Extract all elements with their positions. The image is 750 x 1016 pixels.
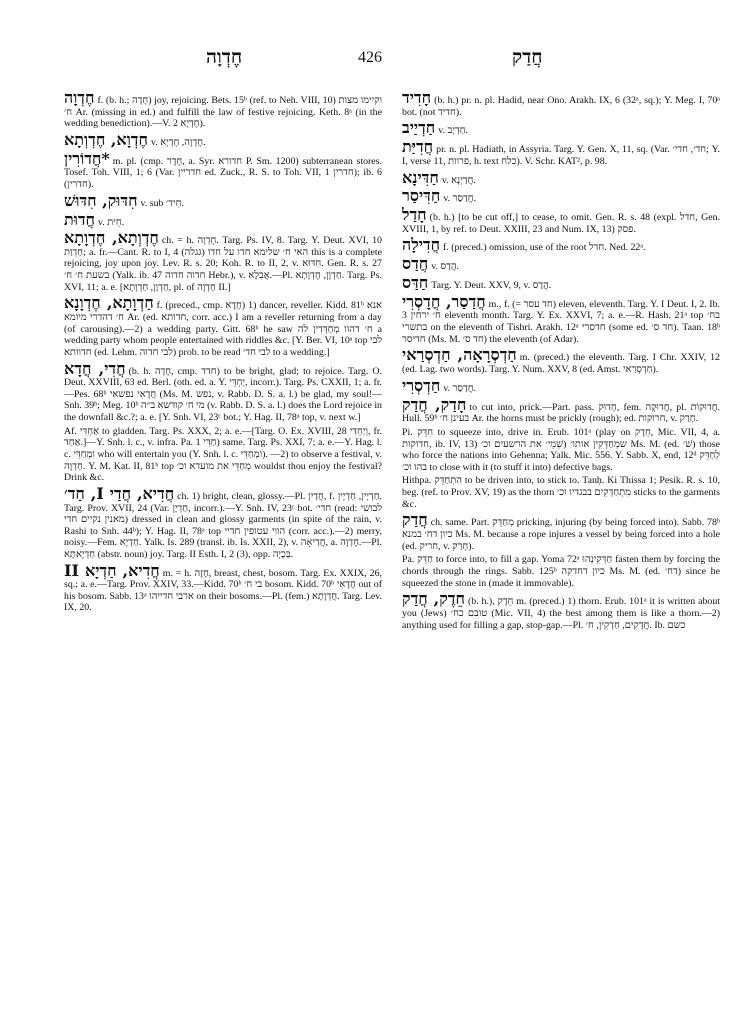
entry-text: m., f. (= חד עסר) eleven, eleventh. Targ. Y. I Deut. I, 2. Ib. 3 ח׳ ירחין eleventh month. Targ. Y. Ex. XXVI, 7; a. e.—R. Hash. 21ᵃ top בח׳ בתשרי on the eleventh of Tishri. Arakh. 12ᵃ חדסרי (some ed. חד ס׳). Taan. 18ᵇ חדיסר (Ms. M. חד ס׳) the eleventh (of Adar). bbox=[402, 298, 720, 345]
running-head-right: חֲדַק bbox=[512, 46, 543, 68]
entry-text: f. (preced.) omission, use of the root חדל. Ned. 22ᵃ. bbox=[443, 242, 646, 254]
entry-text: Hithpa. הִתְחַדֵּק to be driven into, to stick to. Tanḥ. Ki Thissa 1; Pesik. R. s. 10, beg. (ref. to Prov. XV, 19) as the thorn מִתְחַדְּקִים בבגדיו וכ׳ sticks to the garments &c. bbox=[402, 475, 720, 510]
entry-text: ch. = h. חֶדְוָה. Targ. Ps. IV, 8. Targ. Y. Deut. XVI, 10 חַדְוַת; a. fr.—Cant. R. to I, 4 האי ח׳ שלימא חדו על חדו (גגלה) this is a complete rejoicing, joy upon joy. Lev. R. s. 20; Koh. R. to II, 2, v. חִדּוּא. Gen. R. s. 27 בשעת ח׳ ח׳ (Yalk. ib. 47 חדוה חדוה Hebr.), v. אֲבִלָא.—Pl. חַדְוָן, חֶדְוָתָא. Targ. Ps. XVI, 11; a. e. [חַדְוָן, חַדְוָתָא, pl. of חַדְוָה II.] bbox=[64, 235, 382, 293]
dictionary-entry bbox=[402, 256, 720, 273]
entry-text: Pa. חַדֵּק to force into, to fill a gap. Yoma 72ᵃ חַדְּקִינְהוּ fasten them by forcing the chords through the rings. Sabb. 125ᵇ כיון דחדקה Ms. M. (ed. דח׳) since he squeezed the stone in (made it immovable). bbox=[402, 554, 720, 589]
entry-text: (b. h.) pr. n. pl. Hadid, near Ono. Arakh. IX, 6 (32ᵃ, sq.); Y. Meg. I, 70ᵃ bot. (not חדיד). bbox=[402, 95, 720, 118]
entry-headword: *חֲדוֹרִין bbox=[64, 148, 110, 168]
entry-text: (b. h.) [to be cut off,] to cease, to omit. Gen. R. s. 48 (expl. חדל, Gen. XVIII, 1, by ref. to Deut. XXIII, 23 and Num. IX, 13) פסק. bbox=[402, 212, 720, 235]
entry-headword: חַדְיַיב bbox=[402, 118, 436, 138]
entry-text: Pi. חִדֵּק to squeeze into, drive in. Erub. 101ᵃ (play on חֵדֶק, Mic. VII, 4, a. חדוקות, ib. IV, 13) שמְחַדְּקִין אותו׳ (שְׁמֵי׳ את הרשעים וכ׳ Ms. M. (ed. שׁ׳) those who force the nations into Gehenna; Yalk. Mic. 556. Y. Sabb. X, end, 12ᵈ לְחַדֵּק בהו וכ׳ to close with it (to stuff it into) defective bags. bbox=[402, 426, 720, 473]
entry-text: v. הֲדַס. bbox=[431, 261, 460, 273]
entry-text: f. (preced., cmp. חָדָא) 1) dancer, reveller. Kidd. 81ᵇ אנא ח׳ דהדרי מיומא Ar. (ed. חדותא, corr. acc.) I am a reveller returning from a day (of carousing).—2) a wedding party. Gitt. 68ᵇ he saw ח׳ דהוו מְחַדְּדִין לה a wedding party whom people entertained with riddles &c. [Y. Ber. VI, 10ᵃ top לבי חדוותא (ed. Lehm. לבי חדוה) prob. to be read לבי חד׳ to a wedding.] bbox=[64, 300, 382, 358]
entry-headword: חֲדִי, חֲדָא bbox=[64, 358, 126, 378]
dictionary-entry bbox=[402, 512, 720, 552]
entry-headword: חֶדְוָה bbox=[64, 90, 95, 107]
left-column bbox=[64, 90, 382, 1005]
dictionary-entry bbox=[402, 207, 720, 235]
entry-headword: חֲדִילָה bbox=[402, 235, 441, 255]
dictionary-entry bbox=[402, 90, 720, 118]
entry-text: v. חֵית. bbox=[98, 216, 125, 228]
dictionary-entry bbox=[64, 358, 382, 424]
page-header bbox=[0, 46, 750, 76]
entry-headword: חֵדֶק, חֲדַק bbox=[402, 589, 465, 609]
dictionary-entry bbox=[402, 120, 720, 137]
running-head-left: חֶדְוָה bbox=[206, 46, 243, 68]
dictionary-entry bbox=[64, 129, 382, 149]
dictionary-entry bbox=[64, 295, 382, 358]
entry-text: pr. n. pl. Hadiath, in Assyria. Targ. Y. Gen. X, 11, sq. (Var. חד׳, חדי׳; Y. I, verse 11, פרוות, h. text כלח). V. Schr. KAT², p. 98. bbox=[402, 144, 720, 167]
entry-text: v. חֶדְוָה, חֶדְיָא. bbox=[150, 136, 206, 148]
dictionary-entry bbox=[64, 90, 382, 130]
entry-text: m. = h. חָזֶה, breast, chest, bosom. Targ. Ex. XXIX, 26, sq.; a. e.—Targ. Prov. XXIV, 33.—Kidd. 70ᵇ בי ח׳ bosom. Kidd. 70ᵇ חֲדָאִי out of his bosom. Sabb. 13ᵃ ארבי חדייהו on their bosoms.—Pl. (fem.) חֲדְוָתָא. Targ. Lev. IX, 20. bbox=[64, 567, 382, 614]
dictionary-entry bbox=[402, 237, 720, 254]
dictionary-entry bbox=[402, 291, 720, 345]
entry-text: (b. h. חָדָה, cmp. חדד) to be bright, glad; to rejoice. Targ. O. Deut. XXVIII, 63 ed. Berl. (oth. ed. a. Y. יַחְדֵּי, incorr.). Targ. Ps. CXXII, 1; a. fr.—Pes. 68ᵇ חֲדָאִי נפשאי (Ms. M. נפש, v. Rabb. D. S. a. l.) be glad, my soul!—Snh. 39ᵇ; Meg. 10ᵇ מי ח׳ קודשא ב״ה (v. Rabb. D. S. a. l.) does the Lord rejoice in the downfall &c.?; a. e. [Y. Snh. VI, 23ᶜ bot.; Y. Hag. II, 78ᵃ top, v. next w.] bbox=[64, 365, 382, 423]
dictionary-entry bbox=[402, 275, 720, 292]
entry-headword: חָדִיד bbox=[402, 90, 432, 107]
entry-headword: חֲדַס bbox=[402, 254, 429, 274]
entry-headword: חֲדַק bbox=[402, 510, 428, 530]
dictionary-entry bbox=[402, 167, 720, 187]
dictionary-entry bbox=[64, 148, 382, 191]
entry-headword: חַדַּס bbox=[402, 273, 429, 293]
dictionary-entry bbox=[64, 483, 382, 561]
entry-headword: חַדְסְרָאָה, חַדְסְרַאי bbox=[402, 345, 517, 365]
entry-headword: חַדְסְרִי bbox=[402, 375, 441, 395]
dictionary-entry bbox=[402, 427, 720, 473]
entry-headword: חֲדַסַר, חֲדָסְרִי bbox=[402, 291, 486, 311]
entry-headword: חֶדְוְתָא, חֶדְוָתָא bbox=[64, 228, 159, 248]
dictionary-entry bbox=[402, 591, 720, 631]
entry-text: Af. אַחְדִּי to gladden. Targ. Ps. XXX, 2; a. e.—[Targ. O. Ex. XVIII, 28 וְיַחְדִּי, fr. אַחַד.]—Y. Snh. l. c., v. infra. Pa. חַדִּי 1) same. Targ. Ps. XXI, 7; a. e.—Y. Hag. l. c. ומְחַדֵּי who will entertain you (Y. Snh. l. c. ומְחַדֵּי). —2) to observe a festival, v. חַדְוָה. Y. M. Kat. II, 81ᵇ top מְחַדֵּי את מועדא וכ׳ wouldst thou enjoy the festival? Drink &c. bbox=[64, 425, 382, 484]
entry-headword: חֲדִיַּת bbox=[402, 137, 434, 157]
entry-text: v. חֲדַסַר. bbox=[443, 382, 477, 394]
entry-headword: חָדַק, חֲדַק bbox=[402, 394, 467, 414]
dictionary-entry bbox=[64, 230, 382, 293]
dictionary-entry bbox=[402, 475, 720, 510]
entry-text: v. חֲדַיְנָא. bbox=[441, 174, 476, 186]
entry-text: m. (preced.) the eleventh. Targ. I Chr. XXIV, 12 (ed. Lag. two words). Targ. Y. Num. XXV, 8 (ed. Amst. חַדְסְרַאי). bbox=[402, 352, 720, 375]
dictionary-entry bbox=[64, 426, 382, 484]
dictionary-entry bbox=[402, 394, 720, 425]
entry-text: v. חַדְיָב. bbox=[438, 125, 468, 137]
dictionary-entry bbox=[64, 209, 382, 229]
entry-headword: חֲדִיא, חַדְיָא II bbox=[64, 560, 160, 580]
entry-headword: חֲדִיא, חֲדַי I, חַד׳ bbox=[64, 483, 175, 503]
dictionary-entry bbox=[64, 190, 382, 210]
dictionary-entry bbox=[402, 347, 720, 375]
entry-text: v. חֲדַסַר. bbox=[443, 193, 477, 205]
entry-headword: חַדְוָתָא, חֶדְוָנָא bbox=[64, 293, 154, 313]
entry-text: (b. h.), חֵדֶק m. (preced.) 1) thorn. Erub. 101ᵃ it is written about you (Jews) טובם כח׳ (Mic. VII, 4) the best among them is like a thorn.—2) anything used for filling a gap, stop-gap.—Pl. חֲדָקִים, חַדְקִין, ח׳. Ib. כשם bbox=[402, 596, 720, 631]
entry-text: f. (b. h.; חָדָה) joy, rejoicing. Bets. 15ᵇ (ref. to Neh. VIII, 10) וקיימו מצות ח׳ Ar. (missing in ed.) and fulfill the law of festive rejoicing. Keth. 8ᵃ (in the wedding benediction).—V. חֶדְיָא 2). bbox=[64, 95, 382, 130]
dictionary-entry bbox=[64, 560, 382, 614]
entry-headword: חַדִּיסַר bbox=[402, 186, 441, 206]
entry-text: ch. same. Part. מְחַדֵּק pricking, injuring (by being forced into). Sabb. 78ᵇ כיון דח׳ במנא Ms. M. because a rope injures a vessel by being forced into a hole (ed. חריק, v. חָרַק). bbox=[402, 517, 720, 552]
entry-text: Targ. Y. Deut. XXV, 9, v. הֲדַס. bbox=[431, 280, 552, 292]
right-column bbox=[402, 90, 720, 1005]
entry-headword: חַדִּינָא bbox=[402, 167, 439, 187]
dictionary-entry bbox=[402, 139, 720, 167]
dictionary-entry bbox=[402, 375, 720, 395]
entry-text: to cut into, prick.—Part. pass. חָדוּק, fem. חֲדוּקָה, pl. חֲדוּקוֹת. Hull. 59ᵇ בעינן ח׳ Ar. the horns must be prickly (rough); ed. חרוקות, v. חָרַק. bbox=[402, 401, 720, 425]
entry-headword: חֲדוּת bbox=[64, 209, 96, 229]
dictionary-entry bbox=[402, 554, 720, 589]
entry-headword: חֶדְוָא, חֶדְוְתָא bbox=[64, 129, 148, 149]
entry-text: ch. 1) bright, clean, glossy.—Pl. חֲדַיִן, f. חַדְיָין, חַדְיָין. Targ. Prov. XVII, 24 (Var. חַדְיָן, incorr.).—Y. Snh. IV, 23ᶜ bot. חדי׳ (read: לבושי מאנין נקיים חדי) dressed in clean and glossy garments (in spite of the rain, v. Rashi to Snh. 44ᵇ); Y. Hag. II, 78ᵃ top הווי עטופין חדיי (corr. acc.).—2) merry, noisy.—Fem. חַדְיָא. Yalk. Is. 289 (transl. ib. Is. XXII, 2), v. חֲדִיאָה, a. חֶדְוָה.—Pl. חַדְיָאתָא (abstr. noun) joy. Targ. II Esth. I, 2 (3), opp. בְּכָיָה. bbox=[64, 490, 382, 560]
entry-headword: חִדּוּק, חִדּוּשׁ bbox=[64, 190, 138, 210]
entry-text: v. sub חִיד׳. bbox=[140, 197, 184, 209]
entry-text: m. pl. (cmp. חֶדֶר, a. Syr. חדורא P. Sm. 1200) subterranean stores. Tosef. Toh. VIII, 1; 6 (Var. חדריין ed. Zuck., R. S. to Toh. VII, 1 חדרין); ib. 6 (חדרין). bbox=[64, 155, 382, 190]
entry-headword: חָדַל bbox=[402, 205, 427, 225]
page-number: 426 bbox=[358, 49, 382, 66]
dictionary-entry bbox=[402, 188, 720, 205]
